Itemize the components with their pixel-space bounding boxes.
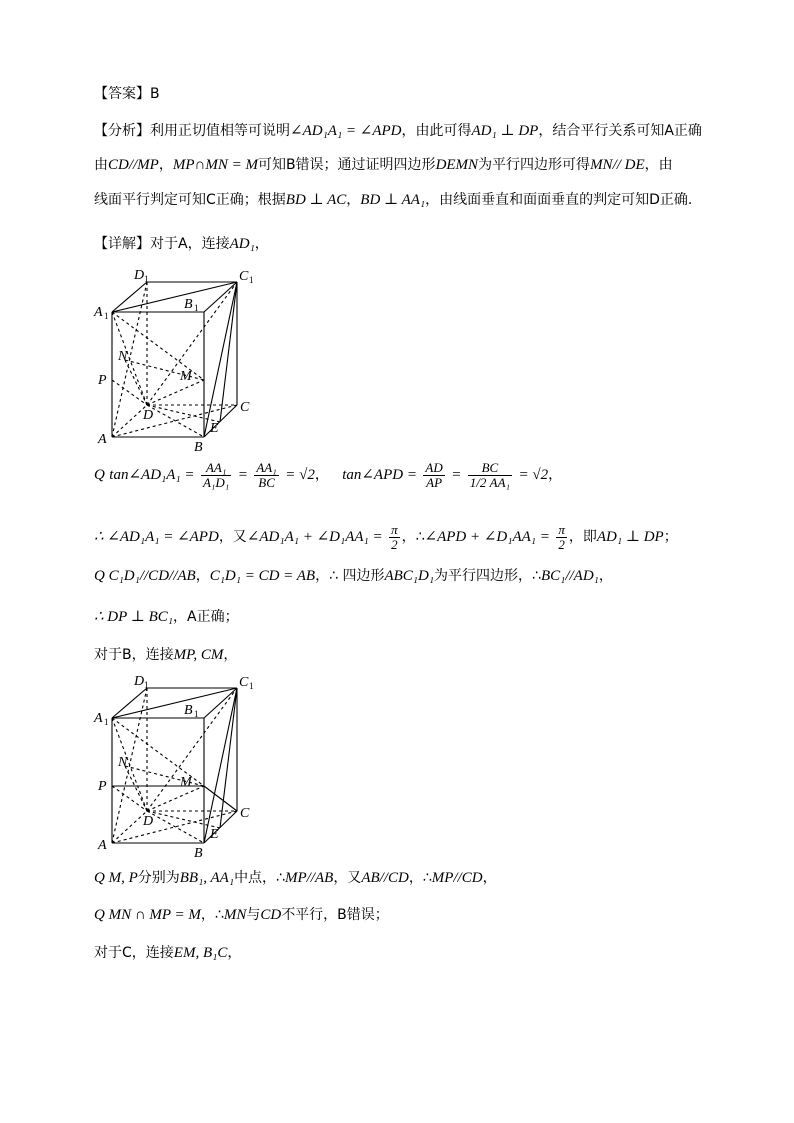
math: MP, CM [173, 647, 224, 663]
cuboid-diagram-1 [92, 262, 262, 456]
text: ，A正确； [173, 609, 239, 625]
vertex-label-a1: A [94, 711, 103, 726]
math: MP∩MN = M [172, 157, 258, 173]
analysis-tag: 【分析】 [94, 123, 150, 139]
math: BD ⊥ AC [285, 192, 347, 208]
text: ， [548, 467, 563, 483]
text: 利用正切值相等可说明 [150, 123, 290, 139]
text: 分别为 [137, 870, 180, 886]
math: ABC₁D₁ [384, 568, 435, 584]
vertex-label-d1: D [134, 674, 145, 689]
part-c-line [94, 943, 241, 963]
text: ， [227, 945, 242, 961]
equation-line-3 [94, 566, 613, 586]
text: ，结合平行关系可知A正确 [538, 123, 702, 139]
vertex-subscript: 1 [144, 680, 149, 690]
math: = √2 [518, 467, 549, 483]
text: ， [346, 192, 361, 208]
fraction: $\frac{BC}{\text{1/2 AA₁}}$ [469, 459, 511, 490]
math: CD//MP [108, 157, 159, 173]
math: BB₁, AA₁ [179, 870, 235, 886]
text: ，又 [333, 870, 362, 886]
math: = √2 [285, 467, 315, 483]
figure-2 [92, 668, 262, 862]
math: ∠AD₁A₁ = ∠APD [290, 123, 402, 139]
text: ； [663, 529, 678, 545]
text: 对于C，连接 [94, 945, 174, 961]
fraction: $\frac{\pi}{2}$ [558, 521, 565, 552]
text: ，∴ 四边形 [315, 568, 385, 584]
text: 对于B，连接 [94, 647, 174, 663]
analysis-line-2 [94, 155, 673, 175]
construction [125, 360, 147, 405]
vertex-label-b1: B [184, 703, 193, 718]
vertex-label-e: E [210, 421, 219, 436]
text: ，又 [218, 529, 247, 545]
vertex-label-n: N [118, 349, 128, 364]
text: ，由 [644, 157, 673, 173]
fraction: $\frac{\pi}{2}$ [391, 521, 398, 552]
vertex-label-p: P [98, 779, 107, 794]
fraction: $\frac{\text{AA₁}}{BC}$ [256, 459, 277, 490]
math: Q [94, 467, 105, 483]
text: ， [598, 568, 613, 584]
construction [147, 811, 204, 843]
answer-tag: 【答案】 [94, 86, 150, 102]
math: ∠AD₁A₁ + ∠D₁AA₁ = [246, 529, 383, 545]
vertex-label-b1: B [184, 297, 193, 312]
answer-value: B [150, 86, 160, 102]
text: ， [223, 647, 238, 663]
text: ， [482, 870, 497, 886]
math: ∴ DP ⊥ BC₁ [94, 609, 174, 625]
math: BC₁//AD₁ [540, 568, 599, 584]
vertex-label-c: C [240, 806, 250, 821]
vertex-label-a1: A [94, 305, 103, 320]
text: 为平行四边形可得 [478, 157, 591, 173]
math: Q M, P [94, 870, 138, 886]
vertex-label-a: A [98, 432, 107, 447]
text: ， [254, 236, 269, 252]
text: ，由线面垂直和面面垂直的判定可知D正确. [425, 192, 693, 208]
equation-line-2 [94, 522, 678, 552]
text: 为平行四边形，∴ [434, 568, 541, 584]
text: ，∴ [401, 529, 425, 545]
math: AB//CD [361, 870, 409, 886]
text: ， [314, 467, 329, 483]
vertex-label-d1: D [134, 268, 145, 283]
vertex-label-b: B [194, 846, 203, 861]
text: ， [195, 568, 210, 584]
math: DEMN [435, 157, 479, 173]
fraction: $\frac{\text{AA₁}}{\text{A₁D₁}}$ [202, 459, 230, 490]
math: MN// DE [590, 157, 645, 173]
vertex-label-b: B [194, 440, 203, 455]
analysis-line-1 [94, 121, 702, 141]
vertex-subscript: 1 [104, 311, 109, 321]
math: CD [260, 907, 282, 923]
vertex-subscript: 1 [104, 717, 109, 727]
math: MN [223, 907, 247, 923]
figure-1 [92, 262, 262, 456]
vertex-label-c1: C [239, 675, 249, 690]
math: = [451, 467, 462, 483]
text: ，∴ [408, 870, 432, 886]
answer-line [94, 84, 160, 104]
text: 由 [94, 157, 108, 173]
vertex-label-c: C [240, 400, 250, 415]
text: 可知B错误；通过证明四边形 [257, 157, 436, 173]
math: MP//AB [284, 870, 334, 886]
equation-line-4 [94, 607, 239, 627]
text: 中点，∴ [234, 870, 285, 886]
math: tan∠APD = [342, 467, 417, 483]
vertex-subscript: 1 [249, 681, 254, 691]
math: = [237, 467, 248, 483]
equation-line-5 [94, 868, 497, 888]
text: ， [158, 157, 173, 173]
cuboid-diagram-2 [92, 668, 262, 862]
construction [125, 766, 147, 811]
segment-cm [204, 786, 237, 811]
text: 不平行，B错误； [281, 907, 389, 923]
construction [125, 766, 204, 786]
text: 线面平行判定可知C正确；根据 [94, 192, 286, 208]
math: Q C₁D₁//CD//AB [94, 568, 196, 584]
construction [147, 405, 204, 437]
vertex-label-m: M [180, 775, 192, 790]
vertex-subscript: 1 [194, 709, 199, 719]
math: AD₁ [229, 236, 255, 252]
text: ，∴ [200, 907, 224, 923]
text: 对于A，连接 [150, 236, 230, 252]
detail-line-1 [94, 234, 269, 254]
fraction: $\frac{AD}{AP}$ [425, 459, 443, 490]
analysis-line-3 [94, 190, 692, 210]
math: EM, B₁C [173, 945, 228, 961]
vertex-label-p: P [98, 373, 107, 388]
construction [147, 786, 204, 811]
math: C₁D₁ = CD = AB [209, 568, 316, 584]
vertex-subscript: 1 [249, 275, 254, 285]
vertex-label-d: D [143, 408, 154, 423]
vertex-label-m: M [180, 369, 192, 384]
math: AD₁ ⊥ DP [596, 529, 664, 545]
vertex-label-e: E [210, 827, 219, 842]
math: ∠APD + ∠D₁AA₁ = [424, 529, 550, 545]
math: tan∠AD₁A₁ = [109, 467, 195, 483]
construction [125, 360, 204, 380]
math: Q MN ∩ MP = M [94, 907, 201, 923]
vertex-subscript: 1 [144, 274, 149, 284]
part-b-line [94, 645, 237, 665]
text: 与 [246, 907, 261, 923]
vertex-label-a: A [98, 838, 107, 853]
construction [147, 380, 204, 405]
equation-line-6 [94, 905, 389, 925]
math: AD₁ ⊥ DP [471, 123, 539, 139]
math: BD ⊥ AA₁ [360, 192, 426, 208]
vertex-subscript: 1 [194, 303, 199, 313]
math: ∴ ∠AD₁A₁ = ∠APD [94, 529, 219, 545]
vertex-label-c1: C [239, 269, 249, 284]
vertex-label-d: D [143, 814, 154, 829]
text: ，即 [568, 529, 597, 545]
equation-line-1 [94, 458, 562, 492]
text: ，由此可得 [401, 123, 472, 139]
math: MP//CD [431, 870, 483, 886]
vertex-label-n: N [118, 755, 128, 770]
detail-tag: 【详解】 [94, 236, 150, 252]
